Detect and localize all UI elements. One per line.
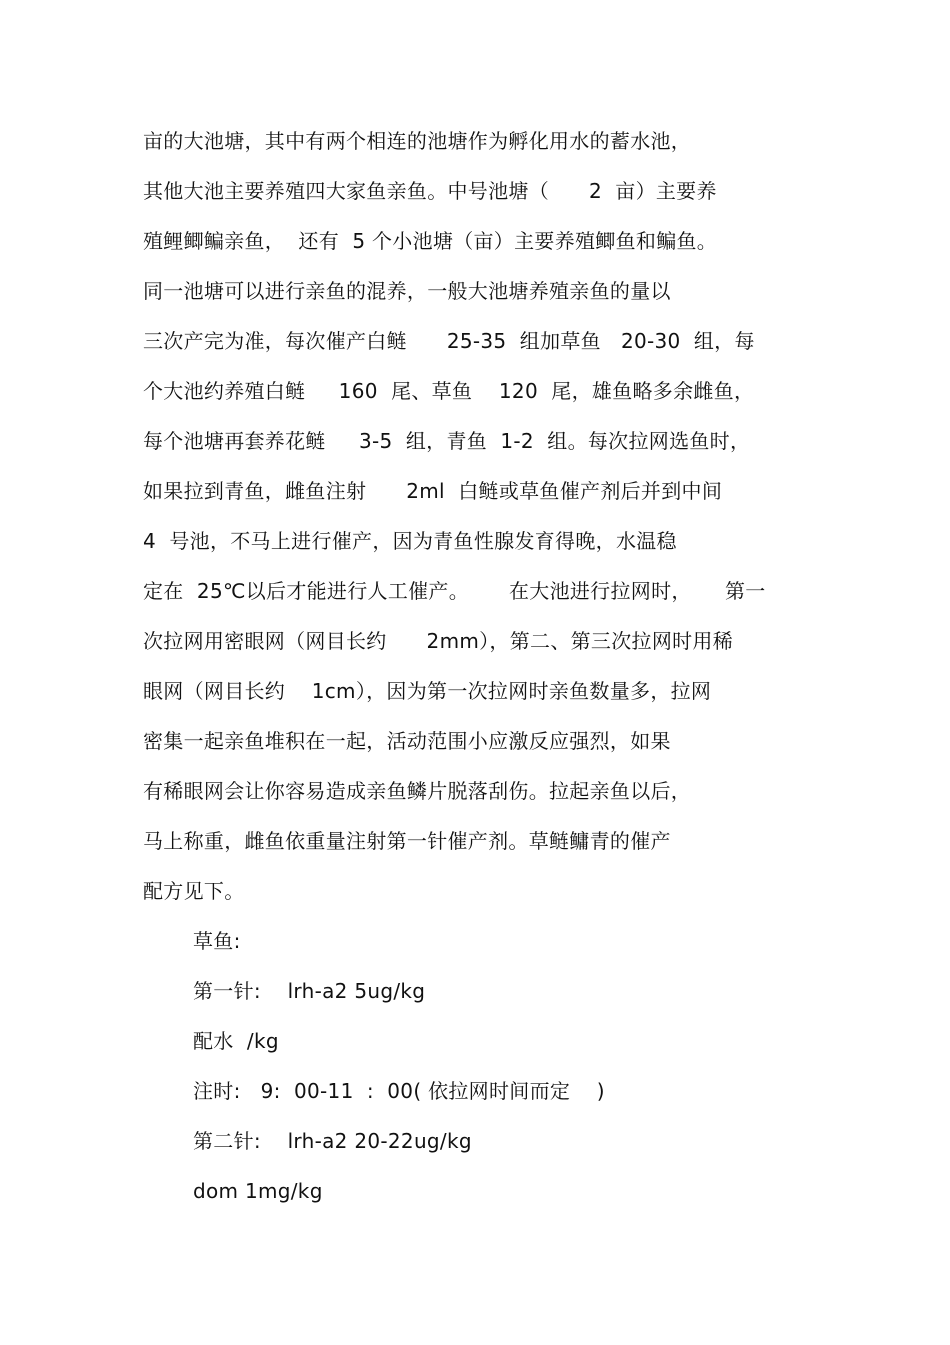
paragraph-line: 个大池约养殖白鲢 160 尾、草鱼 120 尾，雄鱼略多余雌鱼， bbox=[143, 379, 755, 403]
paragraph-line: 亩的大池塘，其中有两个相连的池塘作为孵化用水的蓄水池， bbox=[143, 129, 692, 153]
recipe-line: 第二针: lrh-a2 20-22ug/kg bbox=[193, 1129, 472, 1153]
paragraph-line: 配方见下。 bbox=[143, 879, 245, 903]
recipe-line: 第一针: lrh-a2 5ug/kg bbox=[193, 979, 426, 1003]
paragraph-line: 殖鲤鲫鳊亲鱼， 还有 5 个小池塘（亩）主要养殖鲫鱼和鳊鱼。 bbox=[143, 229, 718, 253]
recipe-line: 配水 /kg bbox=[193, 1029, 279, 1053]
recipe-line: dom 1mg/kg bbox=[193, 1179, 323, 1203]
paragraph-line: 眼网（网目长约 1cm），因为第一次拉网时亲鱼数量多，拉网 bbox=[143, 679, 712, 703]
paragraph-line: 次拉网用密眼网（网目长约 2mm），第二、第三次拉网时用稀 bbox=[143, 629, 734, 653]
paragraph-line: 密集一起亲鱼堆积在一起，活动范围小应激反应强烈，如果 bbox=[143, 729, 671, 753]
paragraph-line: 每个池塘再套养花鲢 3-5 组，青鱼 1-2 组。每次拉网选鱼时， bbox=[143, 429, 751, 453]
paragraph-line: 4 号池，不马上进行催产，因为青鱼性腺发育得晚，水温稳 bbox=[143, 529, 677, 553]
paragraph-line: 如果拉到青鱼，雌鱼注射 2ml 白鲢或草鱼催产剂后并到中间 bbox=[143, 479, 723, 503]
recipe-line: 注时: 9: 00-11 : 00( 依拉网时间而定 ) bbox=[193, 1079, 605, 1103]
paragraph-line: 有稀眼网会让你容易造成亲鱼鳞片脱落刮伤。拉起亲鱼以后， bbox=[143, 779, 692, 803]
paragraph-line: 马上称重，雌鱼依重量注射第一针催产剂。草鲢鳙青的催产 bbox=[143, 829, 671, 853]
paragraph-line: 其他大池主要养殖四大家鱼亲鱼。中号池塘（ 2 亩）主要养 bbox=[143, 179, 717, 203]
paragraph-line: 同一池塘可以进行亲鱼的混养，一般大池塘养殖亲鱼的量以 bbox=[143, 279, 671, 303]
recipe-heading: 草鱼: bbox=[193, 929, 241, 953]
paragraph-line: 定在 25℃以后才能进行人工催产。 在大池进行拉网时， 第一 bbox=[143, 579, 766, 603]
paragraph-line: 三次产完为准，每次催产白鲢 25-35 组加草鱼 20-30 组，每 bbox=[143, 329, 755, 353]
